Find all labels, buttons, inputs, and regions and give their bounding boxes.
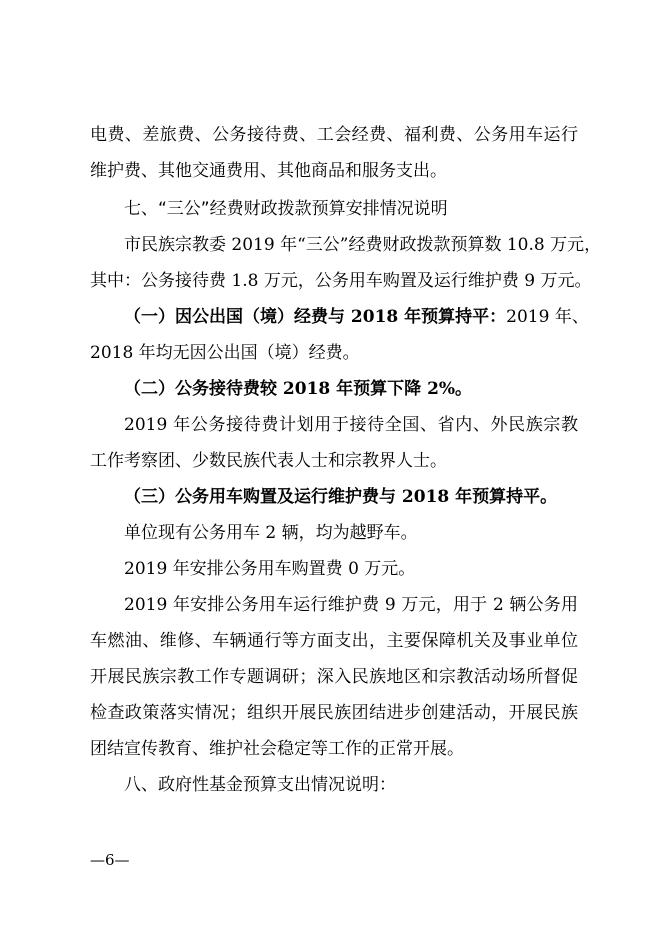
subheading-line-one: [124, 306, 589, 328]
section-heading-seven: 七、“三公”经费财政拨款预算安排情况说明: [124, 199, 448, 219]
paragraph-line: 2018 年均无因公出国（境）经费。: [90, 343, 360, 363]
paragraph-line: 其中：公务接待费 1.8 万元，公务用车购置及运行维护费 9 万元。: [90, 271, 592, 291]
paragraph-line: 2019 年安排公务用车购置费 0 万元。: [124, 559, 416, 579]
subheading-two: （二）公务接待费较 2018 年预算下降 2%。: [124, 379, 473, 399]
paragraph-line: 检查政策落实情况；组织开展民族团结进步创建活动，开展民族: [90, 703, 578, 723]
page-number: —6—: [90, 851, 130, 869]
subheading-one-bold: （一）因公出国（境）经费与 2018 年预算持平：: [124, 307, 507, 327]
paragraph-line: 单位现有公务用车 2 辆，均为越野车。: [124, 523, 418, 543]
paragraph-line: 电费、差旅费、公务接待费、工会经费、福利费、公务用车运行: [90, 125, 578, 145]
paragraph-line: 维护费、其他交通费用、其他商品和服务支出。: [90, 161, 447, 181]
paragraph-line: 团结宣传教育、维护社会稳定等工作的正常开展。: [90, 739, 464, 759]
paragraph-line: 工作考察团、少数民族代表人士和宗教界人士。: [90, 451, 447, 471]
subheading-three: （三）公务用车购置及运行维护费与 2018 年预算持平。: [124, 487, 558, 507]
paragraph-line: 开展民族宗教工作专题调研；深入民族地区和宗教活动场所督促: [90, 667, 578, 687]
section-heading-eight: 八、政府性基金预算支出情况说明：: [124, 775, 396, 795]
paragraph-line: 市民族宗教委 2019 年“三公”经费财政拨款预算数 10.8 万元，: [124, 235, 602, 255]
paragraph-line: 车燃油、维修、车辆通行等方面支出，主要保障机关及事业单位: [90, 631, 578, 651]
paragraph-line: 2019 年公务接待费计划用于接待全国、省内、外民族宗教: [124, 415, 578, 435]
subheading-one-normal: 2019 年、: [506, 307, 589, 327]
paragraph-line: 2019 年安排公务用车运行维护费 9 万元，用于 2 辆公务用: [124, 595, 578, 615]
